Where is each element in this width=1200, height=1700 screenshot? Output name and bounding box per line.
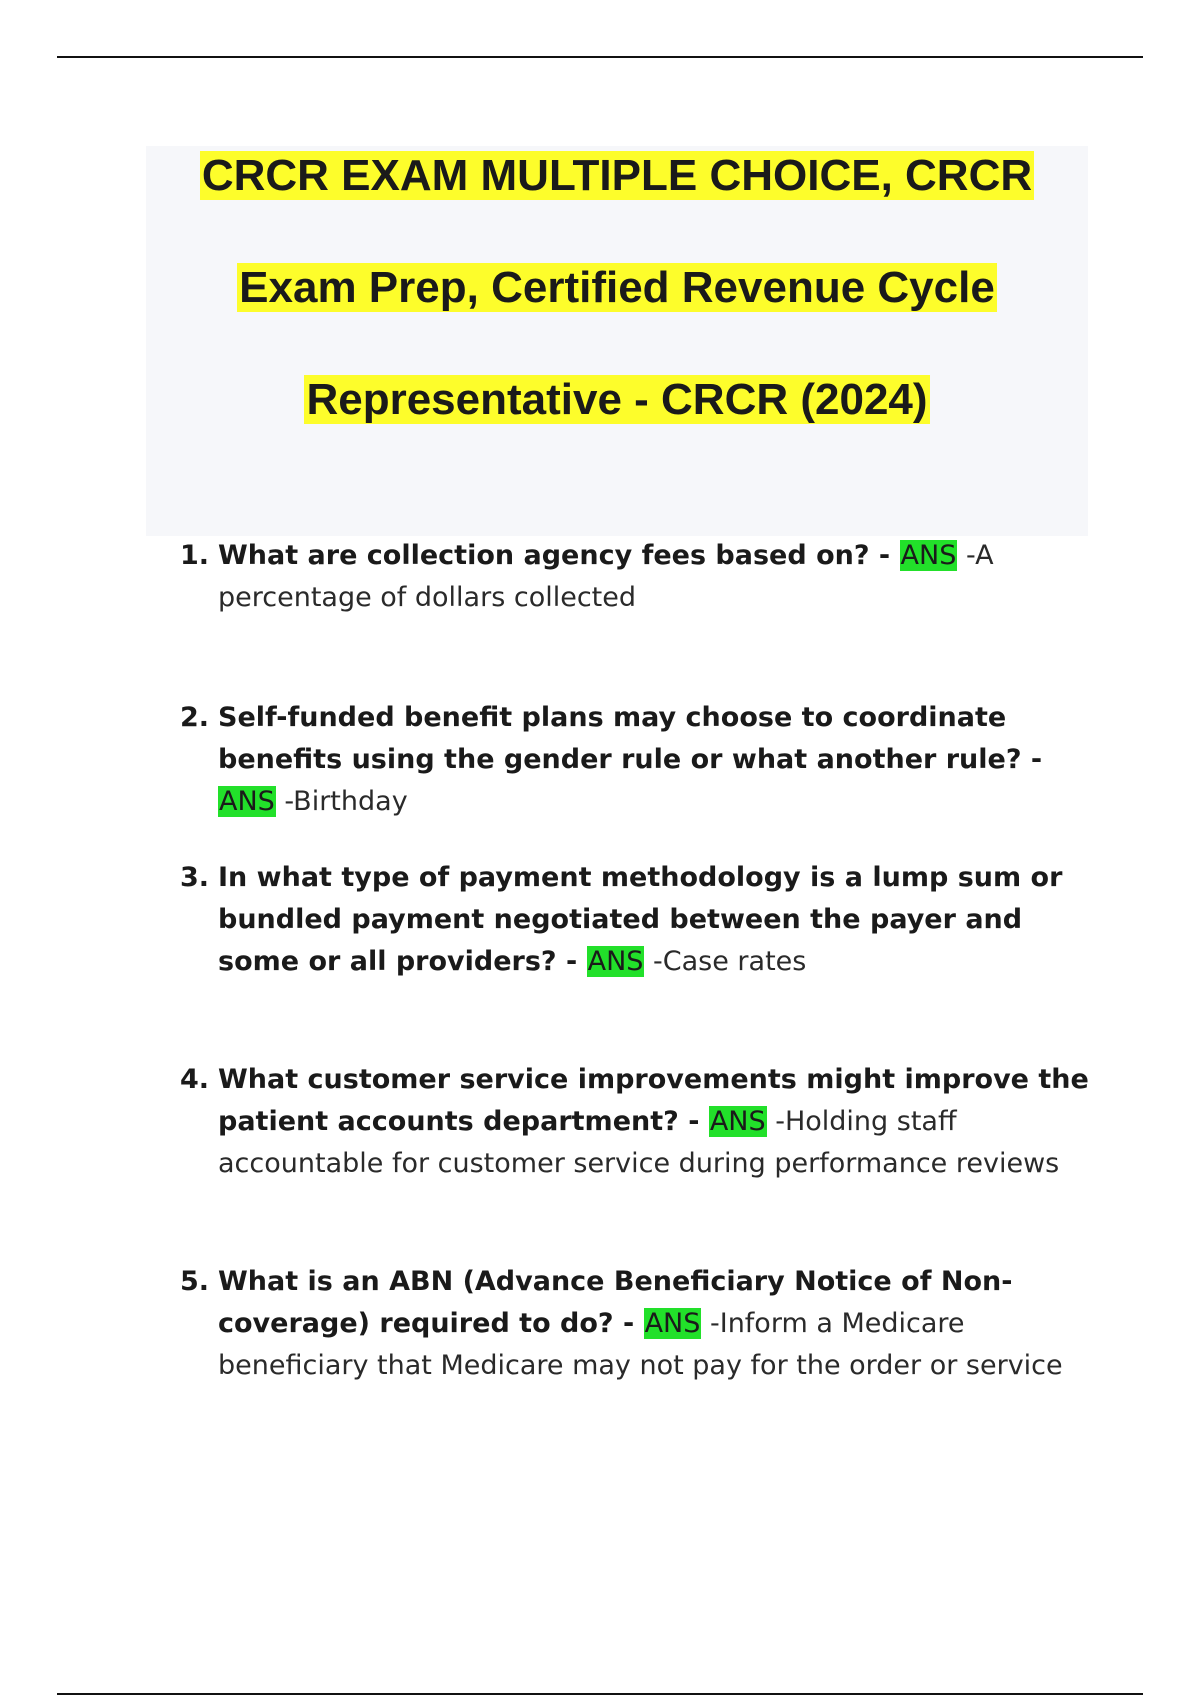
question-text: Self-funded benefit plans may choose to coordinate benefits using the gender rule or what another rule? (218, 702, 1022, 775)
question-item: 3. In what type of payment methodology is a lump sum or bundled payment negotiated between the payer and some or all providers? - ANS -Case rates (180, 857, 1090, 983)
question-number: 2. (180, 702, 210, 733)
question-text: In what type of payment methodology is a lump sum or bundled payment negotiated between the payer and some or all providers? (218, 862, 1063, 977)
question-number: 4. (180, 1064, 210, 1095)
document-title-line-2: Exam Prep, Certified Revenue Cycle (239, 263, 995, 312)
question-text: What customer service improvements might improve the patient accounts department? (218, 1064, 1089, 1137)
document-title-line-3: Representative - CRCR (2024) (306, 375, 928, 424)
question-text: What are collection agency fees based on? (218, 540, 870, 571)
document-title-block (146, 146, 1088, 536)
question-number: 5. (180, 1266, 210, 1297)
question-item: 5. What is an ABN (Advance Beneficiary Notice of Non-coverage) required to do? - ANS -Inform a Medicare beneficiary that Medicare may not pay for the order or service (180, 1261, 1090, 1387)
answer-marker: ANS (709, 1106, 766, 1137)
answer-text: -Inform a Medicare beneficiary that Medicare may not pay for the order or service (218, 1308, 1063, 1381)
question-item: 1. What are collection agency fees based on? - ANS -A percentage of dollars collected (180, 535, 1090, 619)
answer-marker: ANS (900, 540, 957, 571)
question-item: 2. Self-funded benefit plans may choose to coordinate benefits using the gender rule or what another rule? - ANS -Birthday (180, 697, 1090, 823)
answer-text: -Holding staff accountable for customer service during performance reviews (218, 1106, 1060, 1179)
answer-text: -A percentage of dollars collected (218, 540, 994, 613)
footer-rule (57, 1693, 1143, 1695)
answer-marker: ANS (587, 946, 644, 977)
question-number: 1. (180, 540, 210, 571)
document-title-line-1: CRCR EXAM MULTIPLE CHOICE, CRCR (201, 151, 1033, 200)
answer-text: -Case rates (653, 946, 807, 977)
question-item: 4. What customer service improvements might improve the patient accounts department? - ANS -Holding staff accountable for customer service during performance reviews (180, 1059, 1090, 1185)
answer-text: -Birthday (284, 786, 408, 817)
answer-marker: ANS (644, 1308, 701, 1339)
answer-marker: ANS (219, 786, 275, 817)
question-text: What is an ABN (Advance Beneficiary Notice of Non-coverage) required to do? (218, 1266, 1013, 1339)
question-number: 3. (180, 862, 210, 893)
header-rule (57, 56, 1143, 58)
